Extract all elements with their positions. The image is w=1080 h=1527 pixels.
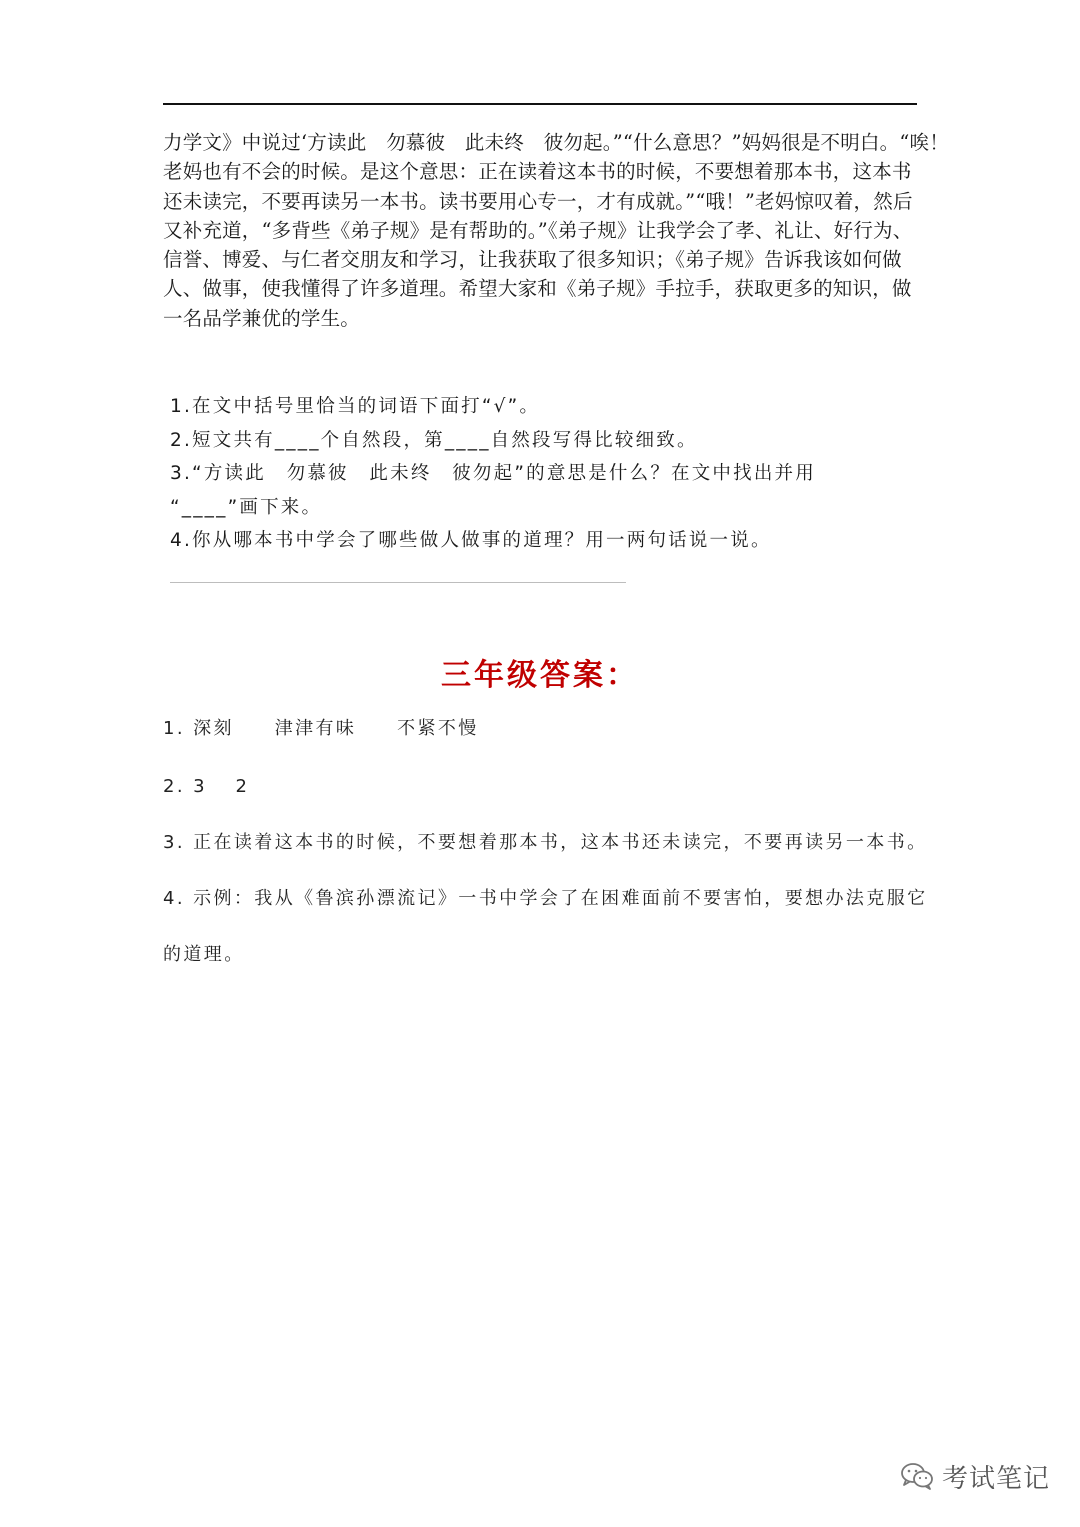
question-3-continued: “____”画下来。: [170, 496, 323, 518]
answer-section-title: 三年级答案：: [441, 658, 639, 693]
passage-line: 信誉、博爱、与仁者交朋友和学习，让我获取了很多知识；《弟子规》告诉我该如何做: [163, 248, 902, 272]
passage-line: 一名品学兼优的学生。: [163, 306, 361, 330]
answer-2: 2. 3 2: [163, 776, 250, 797]
watermark: [900, 1456, 1050, 1496]
question-1: 1.在文中括号里恰当的词语下面打“√”。: [170, 396, 541, 417]
passage-line: 力学文》中说过‘方读此 勿慕彼 此未终 彼勿起。”“什么意思？”妈妈很是不明白。“唉！: [163, 131, 949, 154]
top-divider: [163, 103, 917, 105]
question-4: 4.你从哪本书中学会了哪些做人做事的道理？用一两句话说一说。: [170, 530, 772, 551]
answer-4: 4. 示例：我从《鲁滨孙漂流记》一书中学会了在困难面前不要害怕，要想办法克服它: [163, 888, 928, 909]
passage-line: 人、做事，使我懂得了许多道理。希望大家和《弟子规》手拉手，获取更多的知识，做: [163, 277, 912, 301]
question-2: 2.短文共有____个自然段，第____自然段写得比较细致。: [170, 429, 698, 451]
answer-line: [170, 582, 626, 583]
watermark-text: 考试笔记: [942, 1463, 1051, 1494]
passage-line: 还未读完，不要再读另一本书。读书要用心专一，才有成就。”“哦！”老妈惊叹着，然后: [163, 189, 913, 213]
answer-3: 3. 正在读着这本书的时候，不要想着那本书，这本书还未读完，不要再读另一本书。: [163, 832, 928, 853]
answer-1: 1. 深刻 津津有味 不紧不慢: [163, 718, 479, 739]
answer-4-continued: 的道理。: [163, 944, 245, 965]
passage-line: 又补充道，“多背些《弟子规》是有帮助的。”《弟子规》让我学会了孝、礼让、好行为、: [163, 218, 913, 242]
question-3: 3.“方读此 勿慕彼 此未终 彼勿起”的意思是什么？在文中找出并用: [170, 463, 816, 484]
passage-line: 老妈也有不会的时候。是这个意思：正在读着这本书的时候，不要想着那本书，这本书: [163, 160, 912, 184]
wechat-icon: [900, 1462, 934, 1490]
reading-passage: [163, 128, 949, 333]
question-list: [170, 390, 930, 558]
